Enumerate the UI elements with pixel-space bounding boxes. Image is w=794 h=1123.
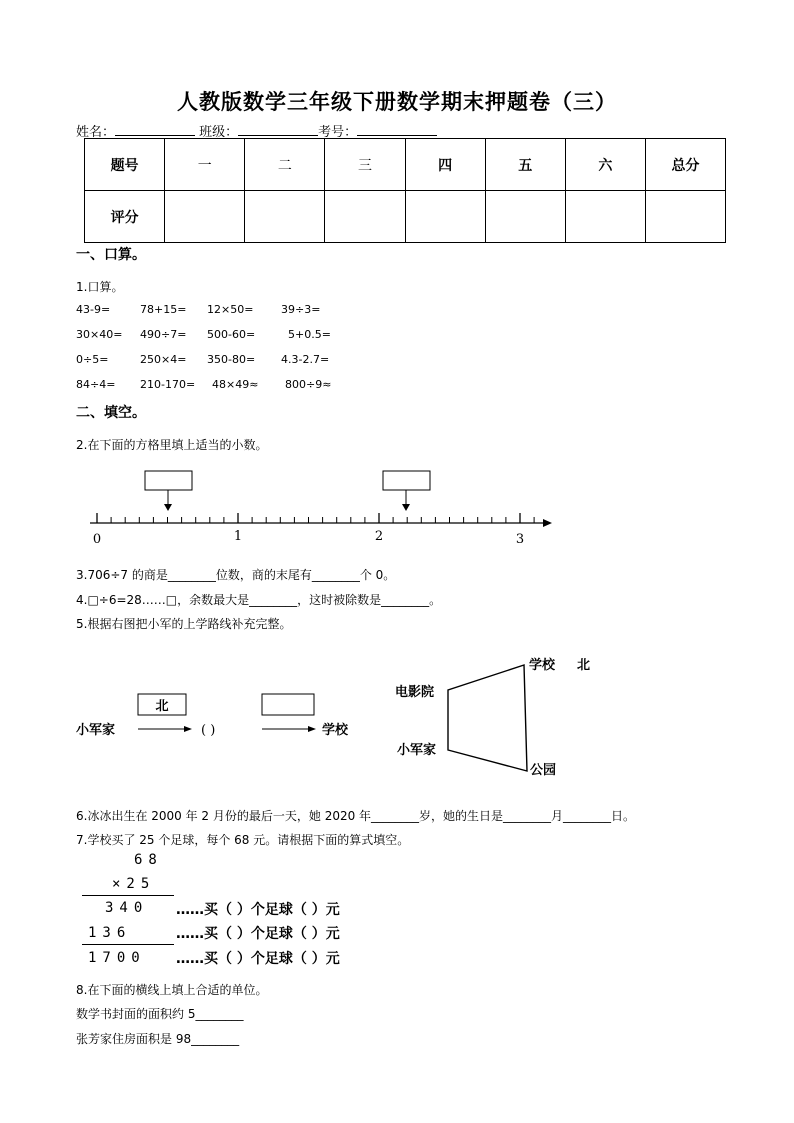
map-route-shape <box>448 665 527 771</box>
score-cell[interactable] <box>485 191 565 243</box>
calc-item: 800÷9≈ <box>285 378 332 391</box>
arrow-head <box>164 504 172 511</box>
score-cell[interactable] <box>405 191 485 243</box>
answer-box[interactable] <box>262 694 314 715</box>
score-table-header-row <box>85 139 726 191</box>
route-end: 学校 <box>322 723 349 738</box>
mult-divider <box>82 944 174 945</box>
score-table-score-row <box>85 191 726 243</box>
map-school: 学校 <box>529 658 556 673</box>
row-label: 评分 <box>85 191 165 243</box>
arrow-head <box>184 726 192 732</box>
header-cell: 三 <box>325 139 405 191</box>
axis-arrow-icon <box>543 519 552 527</box>
question-8b: 张芳家住房面积是 98________ <box>76 1032 240 1046</box>
tick-label: 3 <box>515 532 525 547</box>
exam-no-field[interactable] <box>357 123 437 136</box>
tick-label: 1 <box>233 529 243 544</box>
map-home: 小军家 <box>397 743 437 758</box>
number-line-figure <box>80 465 560 550</box>
number-line-ticks <box>97 513 534 523</box>
mult-note-3: ……买（ ）个足球（ ）元 <box>176 951 340 967</box>
route-map <box>390 650 610 780</box>
score-cell[interactable] <box>165 191 245 243</box>
calc-item: 500-60= <box>207 328 256 341</box>
header-cell: 一 <box>165 139 245 191</box>
calc-item: 43-9= <box>76 303 111 316</box>
calc-item: 84÷4= <box>76 378 116 391</box>
mult-row-2: ×25 <box>112 876 156 892</box>
mult-row-4: 136 <box>88 925 132 941</box>
calc-item: 39÷3= <box>281 303 321 316</box>
answer-box-1[interactable] <box>145 471 192 490</box>
route-start: 小军家 <box>76 723 116 738</box>
header-cell: 六 <box>565 139 645 191</box>
calc-item: 30×40= <box>76 328 123 341</box>
calc-item: 48×49≈ <box>212 378 259 391</box>
mult-note-2: ……买（ ）个足球（ ）元 <box>176 926 340 942</box>
mult-row-3: 340 <box>105 900 149 916</box>
score-cell[interactable] <box>645 191 725 243</box>
question-3: 3.706÷7 的商是________位数，商的末尾有________个 0。 <box>76 568 396 582</box>
question-2: 2.在下面的方格里填上适当的小数。 <box>76 438 268 452</box>
mult-note-1: ……买（ ）个足球（ ）元 <box>176 902 340 918</box>
class-field[interactable] <box>238 123 318 136</box>
question-5: 5.根据右图把小军的上学路线补充完整。 <box>76 617 292 631</box>
question-7: 7.学校买了 25 个足球，每个 68 元。请根据下面的算式填空。 <box>76 833 410 847</box>
route-diagram <box>76 685 366 745</box>
arrow-head <box>308 726 316 732</box>
mult-divider <box>82 895 174 896</box>
calc-item: 490÷7= <box>140 328 187 341</box>
class-label: 班级： <box>199 125 239 140</box>
score-cell[interactable] <box>565 191 645 243</box>
header-cell: 四 <box>405 139 485 191</box>
question-4: 4.□÷6=28……□，余数最大是________，这时被除数是________。 <box>76 593 442 607</box>
header-cell: 总分 <box>645 139 725 191</box>
question-1: 1.口算。 <box>76 280 124 294</box>
exam-no-label: 考号： <box>318 125 358 140</box>
mult-row-5: 1700 <box>88 950 146 966</box>
arrow-head <box>402 504 410 511</box>
map-north: 北 <box>577 658 591 673</box>
map-cinema: 电影院 <box>395 685 435 700</box>
map-park: 公园 <box>530 763 557 778</box>
calc-item: 250×4= <box>140 353 187 366</box>
name-field[interactable] <box>115 123 195 136</box>
calc-item: 4.3-2.7= <box>281 353 330 366</box>
tick-label: 0 <box>92 532 102 547</box>
calc-item: 350-80= <box>207 353 256 366</box>
question-6: 6.冰冰出生在 2000 年 2 月份的最后一天，她 2020 年________岁，她的生日是________月________日。 <box>76 809 636 823</box>
name-label: 姓名： <box>76 125 116 140</box>
section-2-heading: 二、填空。 <box>76 405 146 421</box>
calc-item: 12×50= <box>207 303 254 316</box>
tick-label: 2 <box>374 529 384 544</box>
page-title: 人教版数学三年级下册数学期末押题卷（三） <box>177 90 617 114</box>
direction-label: 北 <box>155 699 169 714</box>
question-8a: 数学书封面的面积约 5________ <box>76 1007 244 1021</box>
route-blank[interactable]: ( ) <box>201 723 216 738</box>
score-cell[interactable] <box>245 191 325 243</box>
header-cell: 二 <box>245 139 325 191</box>
calc-item: 0÷5= <box>76 353 109 366</box>
question-8: 8.在下面的横线上填上合适的单位。 <box>76 983 268 997</box>
header-cell: 五 <box>485 139 565 191</box>
calc-item: 78+15= <box>140 303 187 316</box>
mult-row-1: 68 <box>134 852 163 868</box>
answer-box-2[interactable] <box>383 471 430 490</box>
calc-item: 5+0.5= <box>288 328 331 341</box>
score-table <box>84 138 726 243</box>
section-1-heading: 一、口算。 <box>76 247 146 263</box>
score-cell[interactable] <box>325 191 405 243</box>
header-cell: 题号 <box>85 139 165 191</box>
calc-item: 210-170= <box>140 378 196 391</box>
